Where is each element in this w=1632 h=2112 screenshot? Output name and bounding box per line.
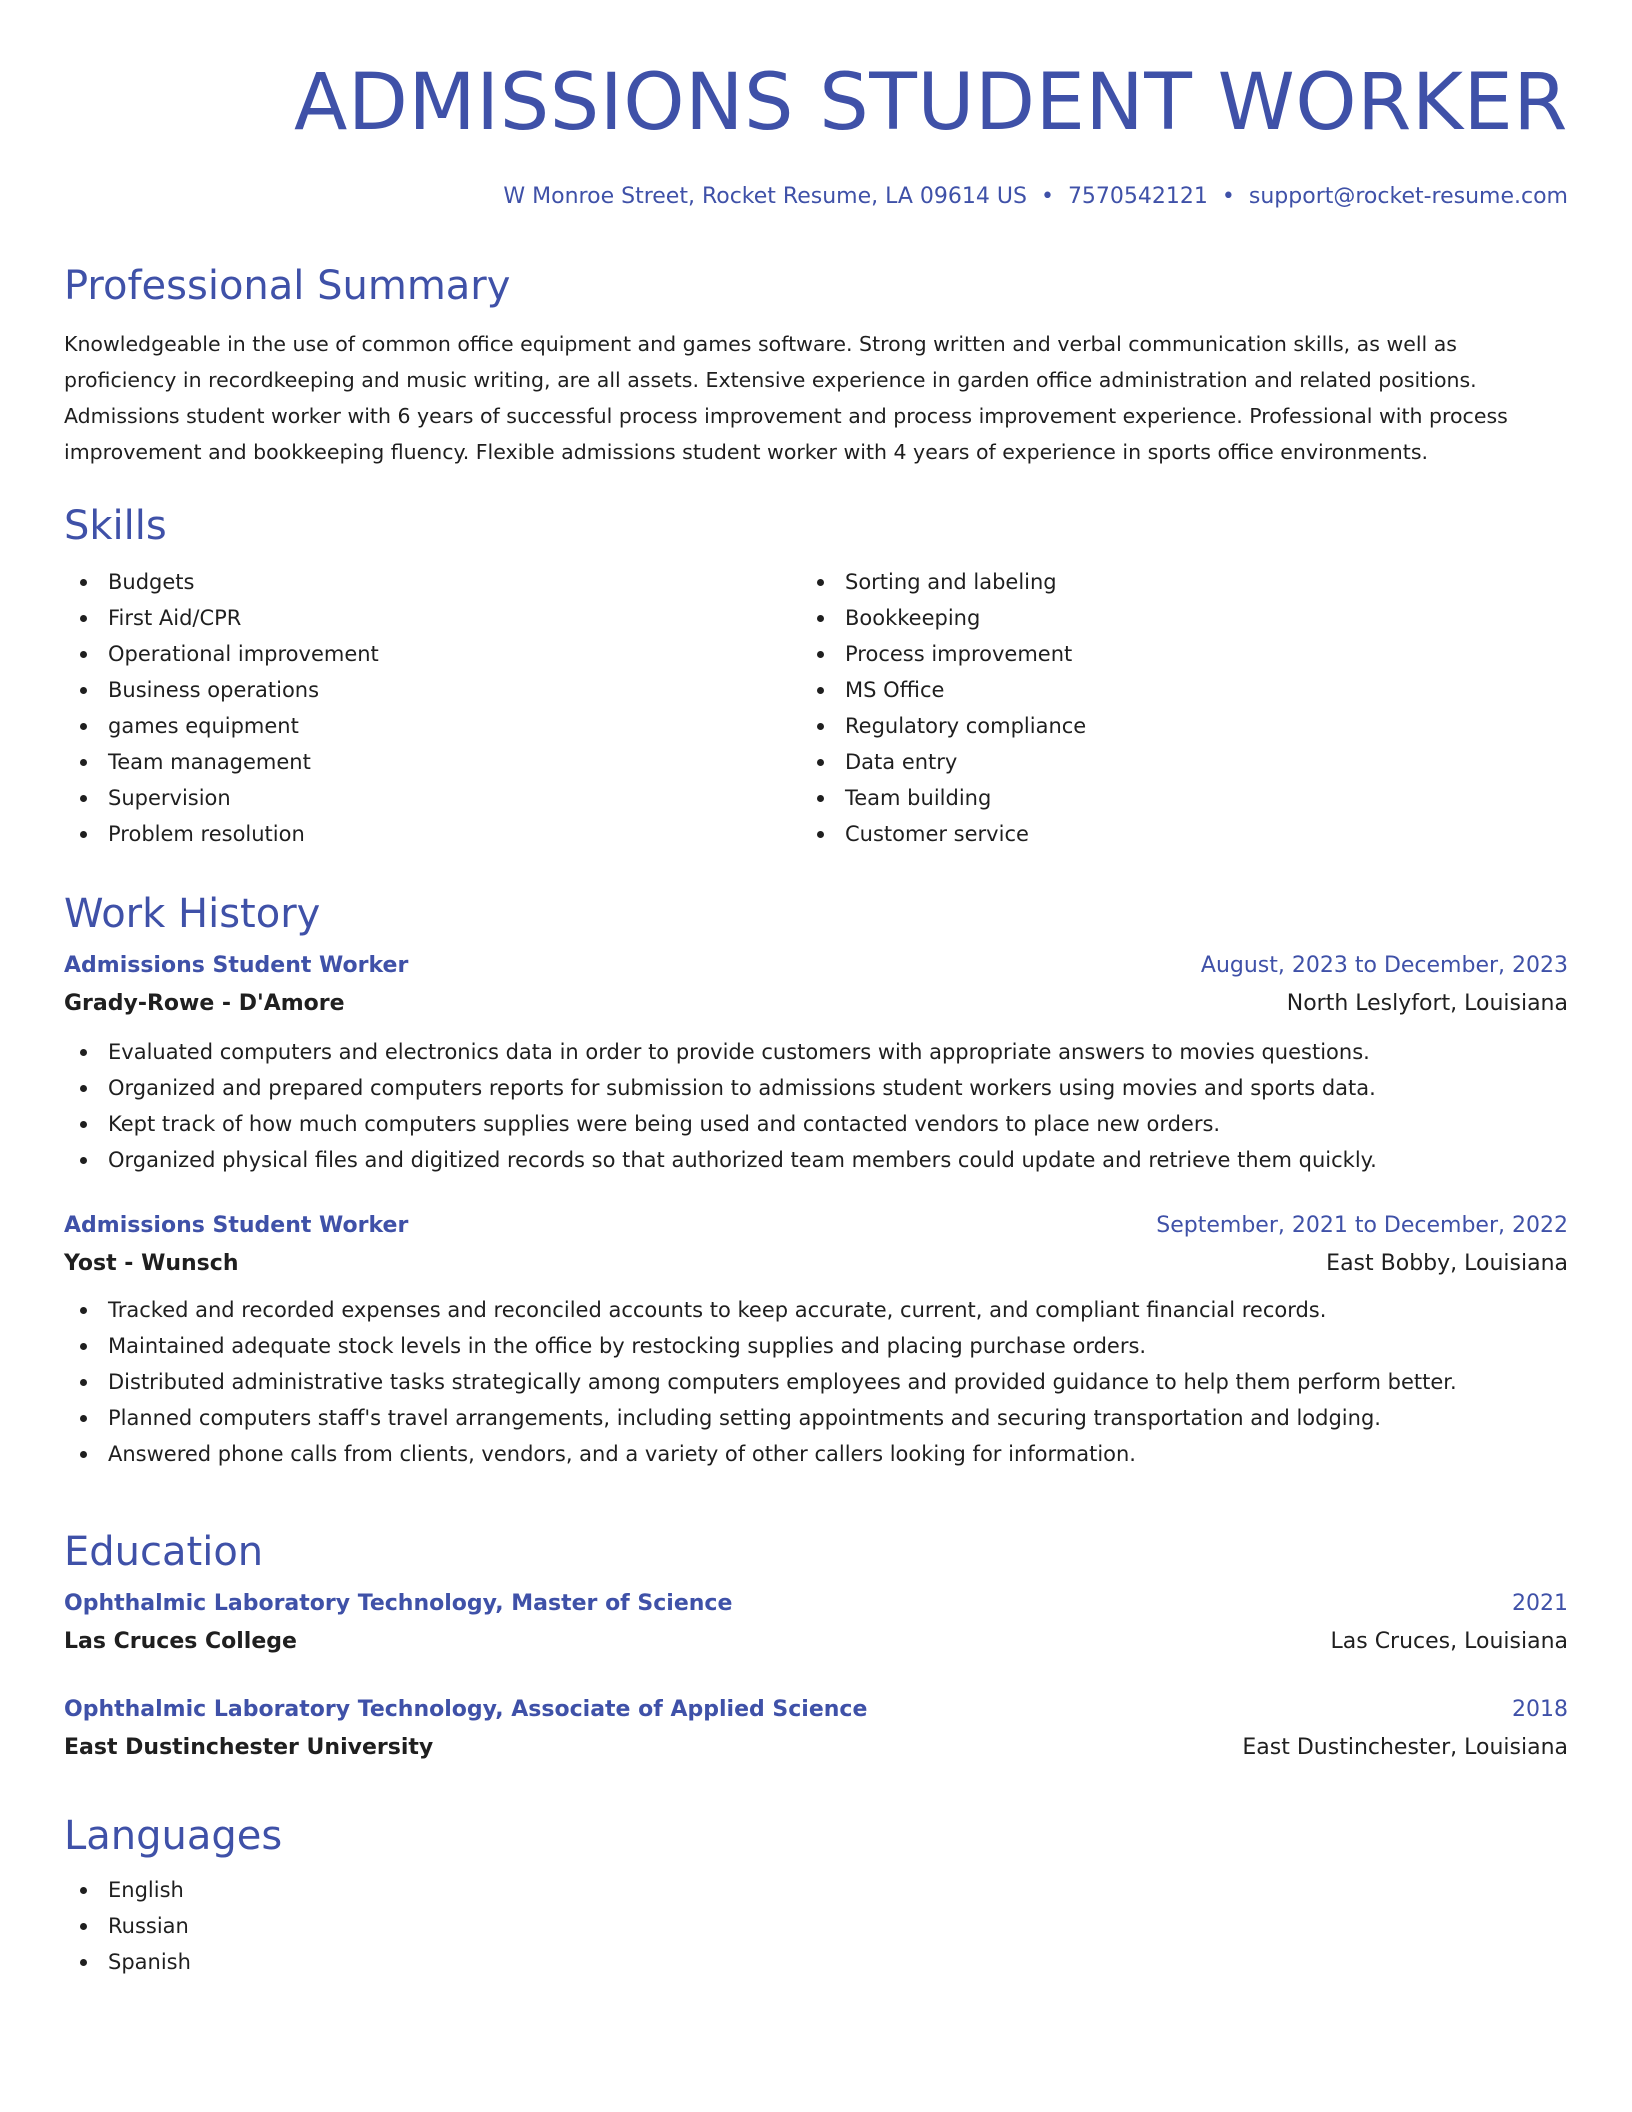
- list-item: Problem resolution: [64, 816, 801, 852]
- languages-section: [64, 1812, 1568, 1980]
- graduation-year: 2021: [1512, 1591, 1568, 1616]
- job-company: Yost - Wunsch: [64, 1251, 239, 1276]
- list-item: Tracked and recorded expenses and reconciled accounts to keep accurate, current, and compliant financial records.: [64, 1292, 1568, 1328]
- separator: •: [1040, 184, 1054, 209]
- job-entry: [64, 948, 1568, 1178]
- section-heading-summary: Professional Summary: [64, 263, 511, 309]
- section-heading-languages: Languages: [64, 1813, 283, 1859]
- list-item: Kept track of how much computers supplies were being used and contacted vendors to place new orders.: [64, 1106, 1568, 1142]
- list-item: Data entry: [801, 744, 1538, 780]
- work-history-section: [64, 890, 1568, 1472]
- summary-text: Knowledgeable in the use of common office equipment and games software. Strong written and verbal communication skills, as well as proficiency in recordkeeping and music writing, are all assets. Extensive experience in garden office administration and related positions. Admissions student worker with 6 years of successful process improvement and process improvement experience. Professional with process improvement and bookkeeping fluency. Flexible admissions student worker with 4 years of experience in sports office environments.: [64, 332, 1508, 464]
- address: W Monroe Street, Rocket Resume, LA 09614 US: [503, 184, 1027, 209]
- skills-section: [64, 502, 1568, 852]
- list-item: English: [64, 1872, 1568, 1908]
- skills-columns: [64, 564, 1568, 852]
- list-item: Maintained adequate stock levels in the office by restocking supplies and placing purchase orders.: [64, 1328, 1568, 1364]
- email: support@rocket-resume.com: [1248, 184, 1568, 209]
- job-bullets: [64, 1034, 1568, 1178]
- list-item: MS Office: [801, 672, 1538, 708]
- section-heading-skills: Skills: [64, 503, 167, 549]
- job-title: Admissions Student Worker: [64, 1213, 409, 1238]
- phone: 7570542121: [1067, 184, 1208, 209]
- list-item: Sorting and labeling: [801, 564, 1538, 600]
- section-heading-work-history: Work History: [64, 891, 321, 937]
- job-title-row: [64, 1208, 1568, 1244]
- degree: Ophthalmic Laboratory Technology, Associate of Applied Science: [64, 1697, 868, 1722]
- list-item: Supervision: [64, 780, 801, 816]
- summary-section: [64, 262, 1568, 470]
- degree: Ophthalmic Laboratory Technology, Master of Science: [64, 1591, 733, 1616]
- job-entry: [64, 1208, 1568, 1472]
- education-section: [64, 1528, 1568, 1768]
- job-dates: September, 2021 to December, 2022: [1156, 1213, 1568, 1238]
- list-item: Organized physical files and digitized records so that authorized team members could update and retrieve them quickly.: [64, 1142, 1568, 1178]
- skills-list-right: [801, 564, 1538, 852]
- languages-list: [64, 1872, 1568, 1980]
- list-item: Russian: [64, 1908, 1568, 1944]
- list-item: First Aid/CPR: [64, 600, 801, 636]
- degree-row: [64, 1692, 1568, 1728]
- school-row: [64, 1622, 1568, 1662]
- resume-header: [64, 0, 1568, 209]
- education-entry: [64, 1586, 1568, 1662]
- list-item: Planned computers staff's travel arrangements, including setting appointments and securing transportation and lodging.: [64, 1400, 1568, 1436]
- job-company-row: [64, 984, 1568, 1024]
- job-dates: August, 2023 to December, 2023: [1200, 953, 1568, 978]
- list-item: Answered phone calls from clients, vendors, and a variety of other callers looking for information.: [64, 1436, 1568, 1472]
- school: East Dustinchester University: [64, 1735, 434, 1760]
- list-item: Process improvement: [801, 636, 1538, 672]
- list-item: Evaluated computers and electronics data in order to provide customers with appropriate answers to movies questions.: [64, 1034, 1568, 1070]
- school-row: [64, 1728, 1568, 1768]
- list-item: Operational improvement: [64, 636, 801, 672]
- contact-line: [64, 184, 1568, 209]
- job-location: North Leslyfort, Louisiana: [1286, 991, 1568, 1016]
- section-heading-education: Education: [64, 1529, 264, 1575]
- list-item: Organized and prepared computers reports for submission to admissions student workers using movies and sports data.: [64, 1070, 1568, 1106]
- job-bullets: [64, 1292, 1568, 1472]
- candidate-title: ADMISSIONS STUDENT WORKER: [293, 58, 1568, 148]
- list-item: Team building: [801, 780, 1538, 816]
- school-location: Las Cruces, Louisiana: [1330, 1629, 1568, 1654]
- list-item: Team management: [64, 744, 801, 780]
- list-item: games equipment: [64, 708, 801, 744]
- job-location: East Bobby, Louisiana: [1326, 1251, 1568, 1276]
- list-item: Budgets: [64, 564, 801, 600]
- list-item: Customer service: [801, 816, 1538, 852]
- list-item: Distributed administrative tasks strategically among computers employees and provided guidance to help them perform better.: [64, 1364, 1568, 1400]
- separator: •: [1221, 184, 1235, 209]
- job-title: Admissions Student Worker: [64, 953, 409, 978]
- graduation-year: 2018: [1512, 1697, 1568, 1722]
- job-title-row: [64, 948, 1568, 984]
- school: Las Cruces College: [64, 1629, 297, 1654]
- job-company: Grady-Rowe - D'Amore: [64, 991, 345, 1016]
- degree-row: [64, 1586, 1568, 1622]
- list-item: Business operations: [64, 672, 801, 708]
- school-location: East Dustinchester, Louisiana: [1242, 1735, 1568, 1760]
- list-item: Bookkeeping: [801, 600, 1538, 636]
- list-item: Spanish: [64, 1944, 1568, 1980]
- education-entry: [64, 1692, 1568, 1768]
- job-company-row: [64, 1244, 1568, 1284]
- skills-list-left: [64, 564, 801, 852]
- list-item: Regulatory compliance: [801, 708, 1538, 744]
